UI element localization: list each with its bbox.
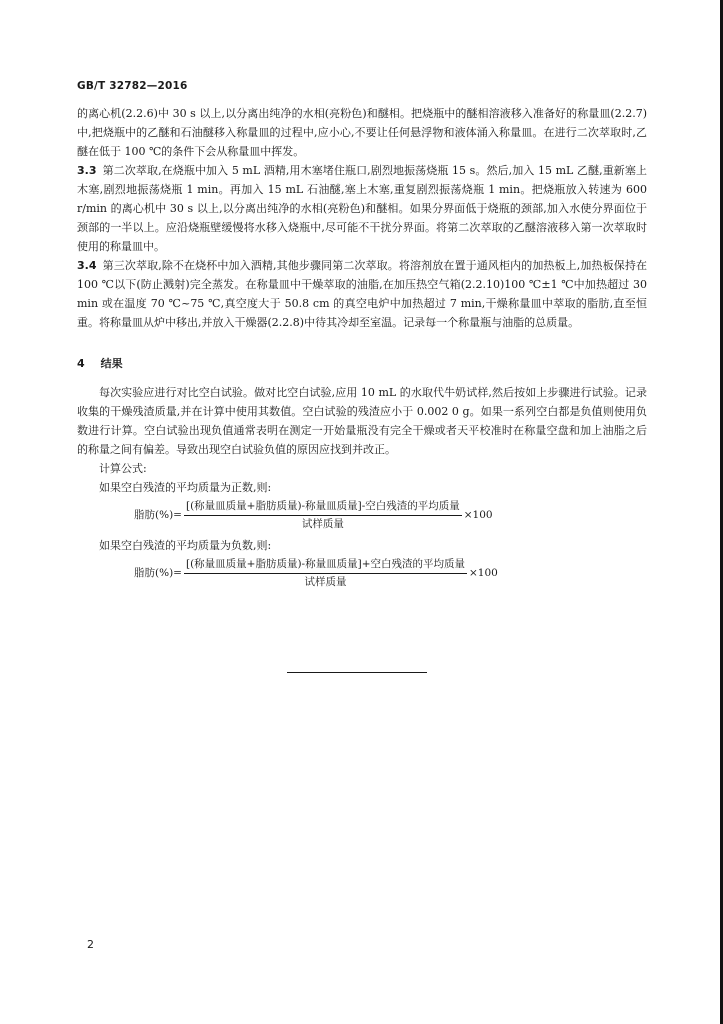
- negative-blank-condition: 如果空白残渣的平均质量为负数,则:: [99, 539, 272, 552]
- positive-blank-condition: 如果空白残渣的平均质量为正数,则:: [99, 481, 272, 494]
- formula-fraction: [184, 557, 467, 590]
- formula-negative-blank: [77, 557, 647, 590]
- formula-numerator: [(称量皿质量+脂肪质量)-称量皿质量]-空白残渣的平均质量: [184, 499, 462, 516]
- formula-intro: 计算公式:: [99, 462, 147, 475]
- formula-numerator: [(称量皿质量+脂肪质量)-称量皿质量]+空白残渣的平均质量: [184, 557, 467, 574]
- formula-lhs: 脂肪(%)=: [134, 567, 182, 579]
- end-rule: [287, 672, 427, 673]
- formula-fraction: [184, 499, 462, 532]
- clause-text: 第二次萃取,在烧瓶中加入 5 mL 酒精,用木塞堵住瓶口,剧烈地振荡烧瓶 15 s。然后,加入 15 mL 乙醚,重新塞上木塞,剧烈地振荡烧瓶 1 min。再加入 15 mL 石油醚,塞上木塞,重复剧烈振荡烧瓶 1 min。把烧瓶放入转速为 600 r/min 的离心机中 30 s 以上,以分离出纯净的水相(亮粉色)和醚相。如果分界面低于烧瓶的颈部,加入水使分界面位于颈部的一半以上。应沿烧瓶壁缓慢将水移入烧瓶中,尽可能不干扰分界面。将第二次萃取的乙醚溶液移入第一次萃取时使用的称量皿中。: [77, 164, 647, 253]
- formula-denominator: 试样质量: [301, 518, 344, 530]
- formula-multiplier: ×100: [463, 509, 493, 521]
- clause-3-4: [77, 256, 647, 332]
- clause-3-3: [77, 161, 647, 256]
- formula-positive-blank: [77, 499, 647, 532]
- document-body: [77, 104, 647, 594]
- formula-denominator: 试样质量: [304, 576, 347, 588]
- standard-code-header: GB/T 32782—2016: [77, 80, 188, 92]
- section-title-text: 结果: [100, 357, 123, 370]
- formula-lhs: 脂肪(%)=: [134, 509, 182, 521]
- results-paragraph: 每次实验应进行对比空白试验。做对比空白试验,应用 10 mL 的水取代牛奶试样,然后按如上步骤进行试验。记录收集的干燥残渣质量,并在计算中使用其数值。空白试验的残渣应小于 0.002 0 g。如果一系列空白都是负值则使用负数进行计算。空白试验出现负值通常表明在测定一开始量瓶没有完全干燥或者天平校准时在称量空盘和加上油脂之后的称量之间有偏差。导致出现空白试验负值的原因应找到并改正。: [77, 386, 647, 456]
- section-number: 4: [77, 357, 85, 370]
- continued-paragraph: 的离心机(2.2.6)中 30 s 以上,以分离出纯净的水相(亮粉色)和醚相。把烧瓶中的醚相溶液移入准备好的称量皿(2.2.7)中,把烧瓶中的乙醚和石油醚移入称量皿的过程中,应小心,不要让任何悬浮物和液体涌入称量皿。在进行二次萃取时,乙醚在低于 100 ℃的条件下会从称量皿中挥发。: [77, 107, 647, 158]
- clause-number: 3.4: [77, 259, 97, 272]
- formula-multiplier: ×100: [469, 567, 498, 579]
- clause-text: 第三次萃取,除不在烧杯中加入酒精,其他步骤同第二次萃取。将溶剂放在置于通风柜内的加热板上,加热板保持在 100 ℃以下(防止溅射)完全蒸发。在称量皿中干燥萃取的油脂,在加压热空气箱(2.2.10)100 ℃±1 ℃中加热超过 30 min 或在温度 70 ℃~75 ℃,真空度大于 50.8 cm 的真空电炉中加热超过 7 min,干燥称量皿中萃取的脂肪,直至恒重。将称量皿从炉中移出,并放入干燥器(2.2.8)中待其冷却至室温。记录每一个称量瓶与油脂的总质量。: [77, 259, 647, 329]
- page-number: 2: [87, 938, 94, 951]
- section-4-title: [77, 354, 647, 373]
- clause-number: 3.3: [77, 164, 97, 177]
